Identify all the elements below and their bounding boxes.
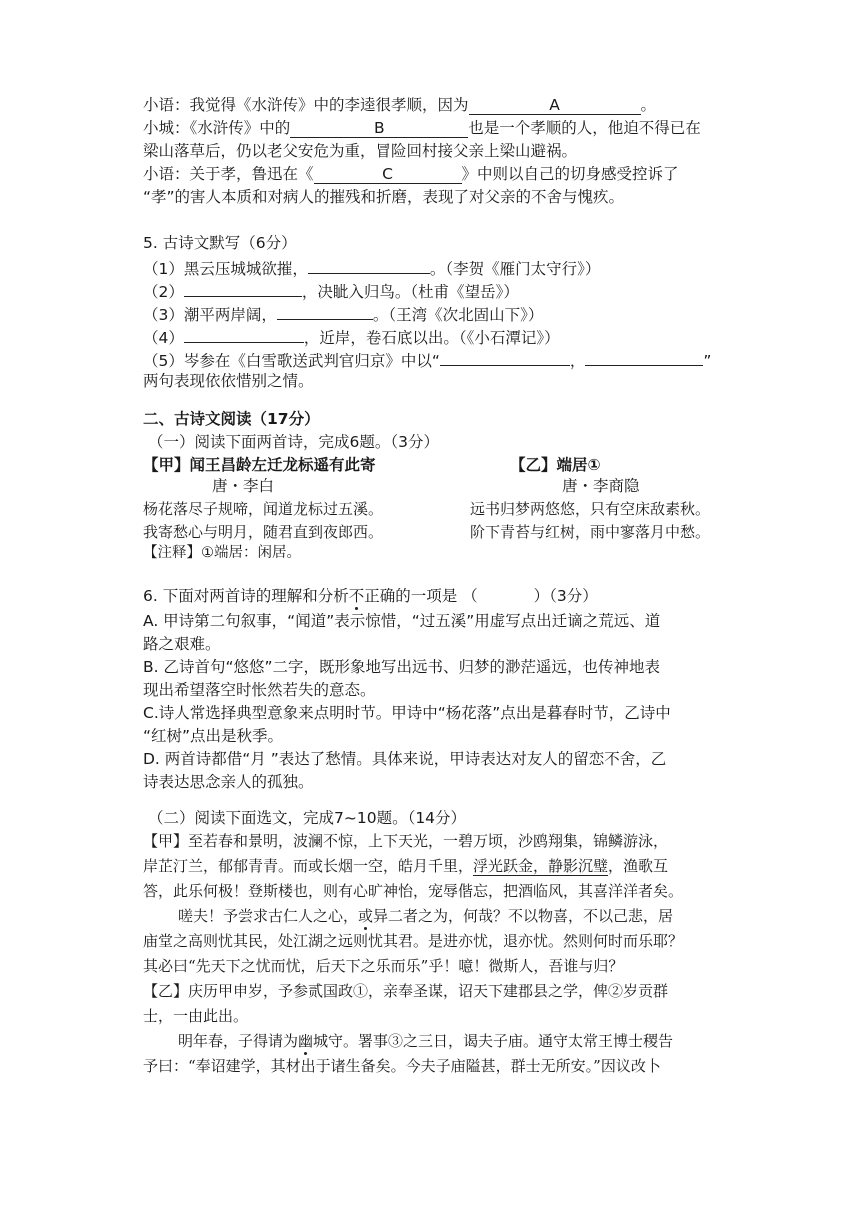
poem-b-line-2: 阶下青苔与红树，雨中寥落月中愁。: [470, 523, 711, 541]
poem-b-author: 唐・李商隐: [562, 477, 640, 495]
q6-option-c-2: “红树”点出是秋季。: [143, 727, 284, 745]
q5-blank-5b[interactable]: [585, 348, 703, 366]
q5-blank-1[interactable]: [308, 256, 430, 274]
q6-option-a-2: 路之艰难。: [143, 635, 221, 653]
passage-a-line-6: 其必曰“先天下之忧而忧，后天下之乐而乐”乎！噫！微斯人，吾谁与归？: [143, 957, 624, 975]
q6-option-d-2: 诗表达思念亲人的孤独。: [143, 773, 314, 791]
passage-a-line-3: 答，此乐何极！登斯楼也，则有心旷神怡，宠辱偕忘，把酒临风，其喜洋洋者矣。: [143, 882, 684, 900]
dialogue-line-1: 小语：我觉得《水浒传》中的李逵很孝顺，因为 A 。: [143, 96, 657, 114]
q5-blank-2[interactable]: [184, 279, 302, 297]
blank-a[interactable]: A: [469, 97, 641, 115]
dialogue-line-3: 梁山落草后，仍以老父安危为重，冒险回村接父亲上梁山避祸。: [143, 142, 578, 160]
poem-a-title: 【甲】闻王昌龄左迁龙标遥有此寄: [143, 456, 376, 474]
section-2-sub-1: （一）阅读下面两首诗，完成6题。（3分）: [148, 433, 439, 451]
passage-a-line-2: 岸芷汀兰，郁郁青青。而或长烟一空，皓月千里，浮光跃金，静影沉璧，渔歌互: [143, 857, 669, 875]
q5-item-5-cont: 两句表现依依惜别之情。: [143, 372, 314, 390]
q6-option-d-1: D. 两首诗都借“月 ”表达了愁情。具体来说，甲诗表达对友人的留恋不舍，乙: [143, 750, 667, 768]
passage-a-line-1: 【甲】至若春和景明，波澜不惊，上下天光，一碧万顷，沙鸥翔集，锦鳞游泳，: [143, 832, 669, 850]
underlined-phrase: 浮光跃金，静影沉璧: [473, 857, 609, 875]
q6-answer-slot[interactable]: [478, 584, 534, 601]
passage-b-line-1: 【乙】庆历甲申岁，予参贰国政①，亲奉圣谋，诏天下建郡县之学，俾②岁贡群: [143, 982, 669, 1000]
dialogue-line-4: 小语：关于孝，鲁迅在《 C 》中则以自己的切身感受控诉了: [143, 165, 679, 183]
blank-b[interactable]: B: [290, 120, 468, 138]
q6-option-b-1: B. 乙诗首句“悠悠”二字，既形象地写出远书、归梦的渺茫遥远，也传神地表: [143, 658, 661, 676]
section-2-title: 二、古诗文阅读（17分）: [143, 410, 320, 428]
poem-a-author: 唐・李白: [212, 477, 275, 495]
q5-item-3: （3）潮平两岸阔， 。（王湾《次北固山下》）: [143, 302, 543, 325]
q6-option-a-1: A. 甲诗第二句叙事，“闻道”表示惊惜，“过五溪”用虚写点出迁谪之荒远、道: [143, 612, 661, 630]
passage-b-line-4: 予曰：“奉诏建学，其材出于诸生备矣。今夫子庙隘甚，群士无所安。”因议改卜: [143, 1057, 661, 1075]
q5-blank-4[interactable]: [184, 325, 304, 343]
dialogue-line-2: 小城：《水浒传》中的 B 也是一个孝顺的人，他迫不得已在: [143, 119, 701, 137]
poem-a-line-1: 杨花落尽子规啼，闻道龙标过五溪。: [143, 500, 384, 518]
poem-a-line-2: 我寄愁心与明月，随君直到夜郎西。: [143, 523, 384, 541]
passage-a-line-5: 庙堂之高则忧其民，处江湖之远则忧其君。是进亦忧，退亦忧。然则何时而乐耶？: [143, 932, 684, 950]
q6-stem: 6. 下面对两首诗的理解和分析不正确的一项是 （ ）（3分）: [143, 584, 598, 606]
blank-c[interactable]: C: [314, 166, 462, 184]
poem-note: 【注释】①端居：闲居。: [143, 545, 301, 561]
q6-option-b-2: 现出希望落空时怅然若失的意态。: [143, 681, 376, 699]
dialogue-line-5: “孝”的害人本质和对病人的摧残和折磨，表现了对父亲的不舍与愧疚。: [143, 188, 625, 206]
q5-item-4: （4） ，近岸，卷石底以出。（《小石潭记》）: [143, 325, 560, 348]
q5-item-5: （5）岑参在《白雪歌送武判官归京》中以“ ， ”: [143, 348, 711, 371]
passage-b-line-2: 士，一由此出。: [143, 1007, 249, 1025]
section-2-sub-2: （二）阅读下面选文，完成7~10题。（14分）: [148, 809, 467, 827]
q5-blank-3[interactable]: [277, 302, 373, 320]
q5-title: 5. 古诗文默写（6分）: [143, 234, 297, 252]
passage-a-line-4: 嗟夫！予尝求古仁人之心，或异二者之为，何哉？不以物喜，不以己悲，居: [178, 907, 674, 925]
q5-item-2: （2） ，决眦入归鸟。（杜甫《望岳》）: [143, 279, 519, 302]
q6-option-c-1: C.诗人常选择典型意象来点明时节。甲诗中“杨花落”点出是暮春时节，乙诗中: [143, 704, 671, 722]
q5-blank-5a[interactable]: [440, 348, 570, 366]
passage-b-line-3: 明年春，子得请为幽城守。署事③之三日，谒夫子庙。通守太常王博士稷告: [178, 1032, 674, 1050]
q5-item-1: （1）黑云压城城欲摧， 。（李贺《雁门太守行》）: [143, 256, 600, 279]
poem-b-line-1: 远书归梦两悠悠，只有空床敌素秋。: [470, 500, 711, 518]
poem-b-title: 【乙】端居①: [510, 456, 601, 474]
